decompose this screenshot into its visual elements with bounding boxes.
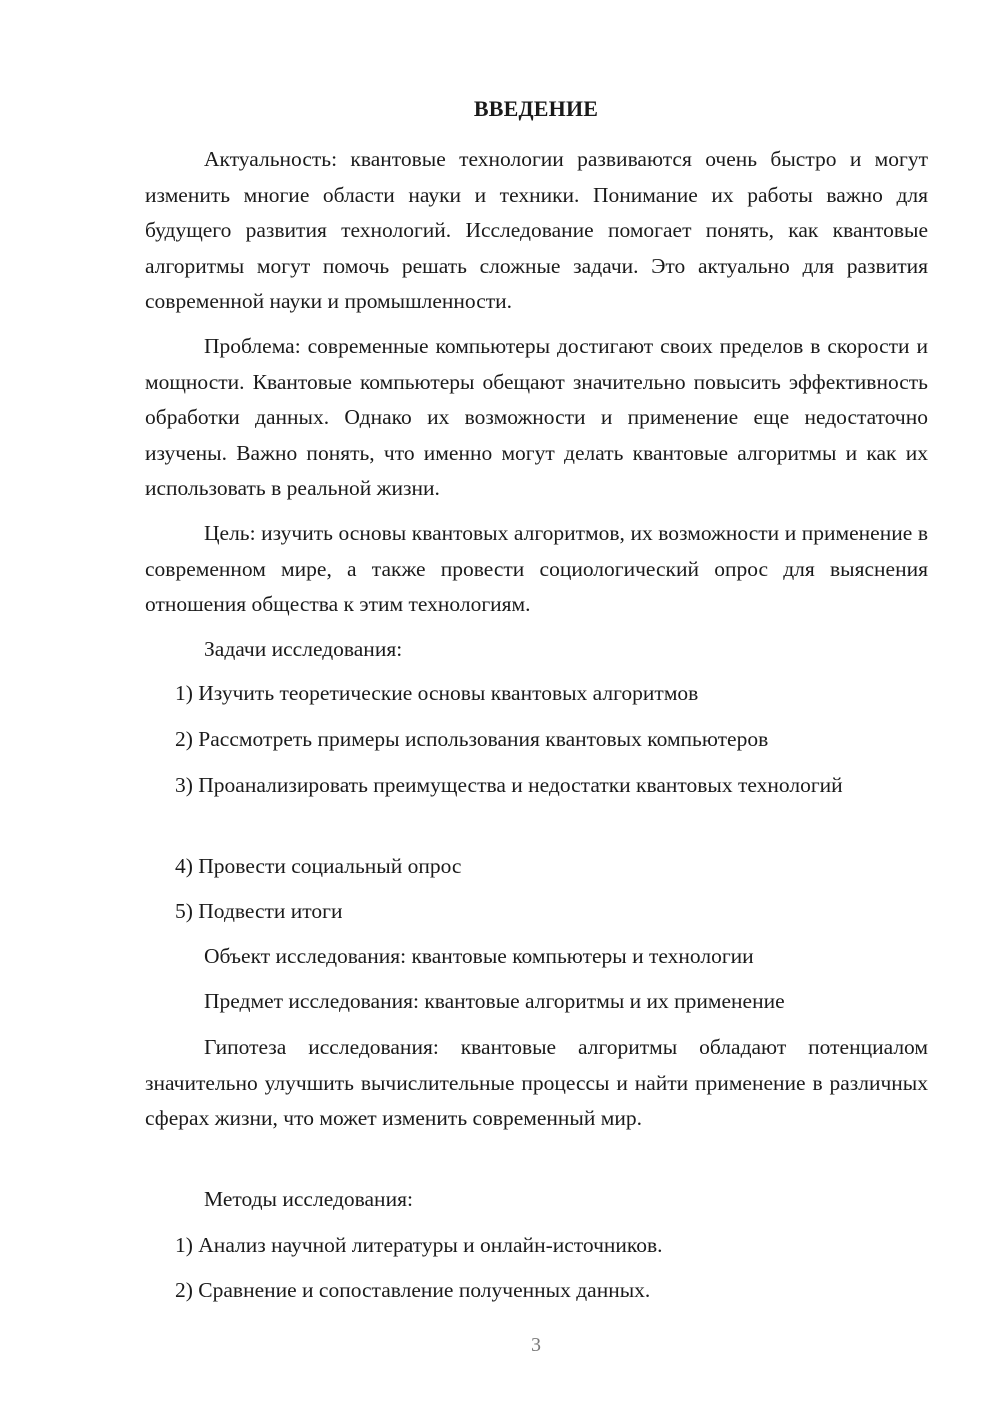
- task-item-4: 4) Провести социальный опрос: [175, 854, 462, 878]
- hypothesis-paragraph: Гипотеза исследования: квантовые алгоритмы обладают потенциалом значительно улучшить вычислительные процессы и найти применение в различных сферах жизни, что может изменить современный мир.: [145, 1035, 928, 1130]
- page-number: 3: [531, 1334, 541, 1356]
- subject-line: Предмет исследования: квантовые алгоритмы и их применение: [204, 989, 785, 1013]
- task-item-3: 3) Проанализировать преимущества и недостатки квантовых технологий: [175, 773, 843, 797]
- relevance-paragraph: Актуальность: квантовые технологии развиваются очень быстро и могут изменить многие области науки и техники. Понимание их работы важно для будущего развития технологий. Исследование помогает понять, как квантовые алгоритмы могут помочь решать сложные задачи. Это актуально для развития современной науки и промышленности.: [145, 147, 928, 313]
- task-item-1: 1) Изучить теоретические основы квантовых алгоритмов: [175, 681, 699, 705]
- task-item-2: 2) Рассмотреть примеры использования квантовых компьютеров: [175, 727, 769, 751]
- method-item-2: 2) Сравнение и сопоставление полученных данных.: [175, 1278, 651, 1302]
- task-item-5: 5) Подвести итоги: [175, 899, 343, 923]
- method-item-1: 1) Анализ научной литературы и онлайн-источников.: [175, 1233, 663, 1257]
- goal-paragraph: Цель: изучить основы квантовых алгоритмов, их возможности и применение в современном мире, а также провести социологический опрос для выяснения отношения общества к этим технологиям.: [145, 521, 928, 616]
- tasks-heading: Задачи исследования:: [204, 637, 403, 661]
- object-line: Объект исследования: квантовые компьютеры и технологии: [204, 944, 754, 968]
- problem-paragraph: Проблема: современные компьютеры достигают своих пределов в скорости и мощности. Квантовые компьютеры обещают значительно повысить эффективность обработки данных. Однако их возможности и применение еще недостаточно изучены. Важно понять, что именно могут делать квантовые алгоритмы и как их использовать в реальной жизни.: [145, 334, 928, 500]
- methods-heading: Методы исследования:: [204, 1187, 413, 1211]
- page-title: ВВЕДЕНИЕ: [473, 96, 599, 121]
